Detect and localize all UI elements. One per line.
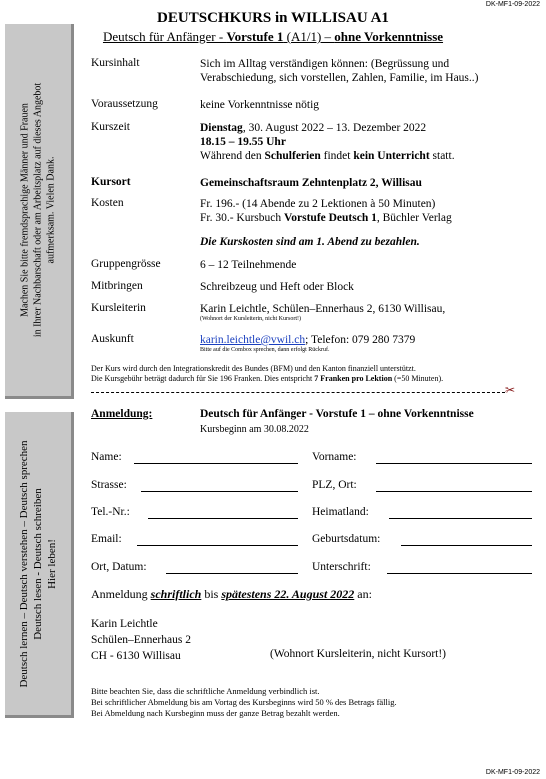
scissors-icon: ✂	[505, 383, 516, 397]
return-address: Karin Leichtle Schülen–Ennerhaus 2 CH - 6130 Willisau	[91, 618, 191, 662]
page-title: DEUTSCHKURS in WILLISAU A1	[157, 10, 389, 26]
value-kursleiterin: Karin Leichtle, Schülen–Ennerhaus 2, 6130 Willisau, (Wohnort der Kursleiterin, nicht Kursort!)	[200, 303, 446, 322]
heimatland-field[interactable]	[389, 518, 532, 519]
doc-code-top: DK-MF1-09-2022	[485, 1, 540, 8]
value-kurszeit: Dienstag, 30. August 2022 – 13. Dezember 2022 18.15 – 19.55 Uhr Während den Schulferien findet kein Unterricht statt.	[200, 122, 455, 162]
label-email: Email:	[91, 533, 122, 545]
tel-field[interactable]	[148, 518, 298, 519]
value-gruppengroesse: 6 – 12 Teilnehmende	[200, 259, 297, 271]
label-strasse: Strasse:	[91, 479, 127, 491]
page-subtitle: Deutsch für Anfänger - Vorstufe 1 (A1/1) – ohne Vorkenntnisse	[102, 29, 444, 44]
label-gruppengroesse: Gruppengrösse	[91, 258, 161, 270]
value-voraussetzung: keine Vorkenntnisse nötig	[200, 99, 320, 111]
label-name: Name:	[91, 451, 122, 463]
value-kursort: Gemeinschaftsraum Zehntenplatz 2, Willisau	[200, 177, 422, 189]
label-plz-ort: PLZ, Ort:	[312, 479, 357, 491]
label-auskunft: Auskunft	[91, 333, 134, 345]
sidebar-box-top	[5, 24, 74, 399]
address-note: (Wohnort Kursleiterin, nicht Kursort!)	[270, 648, 447, 660]
value-kursinhalt: Sich im Alltag verständigen können: (Begrüssung und Verabschiedung, sich vorstellen, Zahlen, Familie, im Haus..)	[200, 58, 479, 84]
label-vorname: Vorname:	[312, 451, 357, 463]
plz-ort-field[interactable]	[376, 491, 532, 492]
vorname-field[interactable]	[376, 463, 532, 464]
ort-datum-field[interactable]	[166, 573, 298, 574]
strasse-field[interactable]	[141, 491, 298, 492]
label-kurszeit: Kurszeit	[91, 121, 130, 133]
kosten-note: Die Kurskosten sind am 1. Abend zu bezahlen.	[200, 236, 420, 248]
unterschrift-field[interactable]	[387, 573, 532, 574]
sidebar-box-bottom	[5, 412, 74, 718]
form-course-start: Kursbeginn am 30.08.2022	[200, 424, 309, 435]
sidebar-top-text: Machen Sie bitte fremdsprachige Männer und Frauen in Ihrer Nachbarschaft oder am Arbeitsplatz auf dieses Angebot aufmerksam. Vielen Dank.	[19, 82, 57, 338]
name-field[interactable]	[134, 463, 298, 464]
label-unterschrift: Unterschrift:	[312, 561, 371, 573]
value-kosten: Fr. 196.- (14 Abende zu 2 Lektionen à 50 Minuten) Fr. 30.- Kursbuch Vorstufe Deutsch 1, Büchler Verlag	[200, 198, 452, 224]
email-field[interactable]	[137, 545, 298, 546]
email-link[interactable]: karin.leichtle@vwil.ch	[200, 334, 306, 346]
doc-code-bottom: DK-MF1-09-2022	[485, 769, 540, 776]
label-heimatland: Heimatland:	[312, 506, 369, 518]
label-voraussetzung: Voraussetzung	[91, 98, 158, 110]
label-tel: Tel.-Nr.:	[91, 506, 130, 518]
value-auskunft: karin.leichtle@vwil.ch; Telefon: 079 280 7379 Bitte auf die Combox sprechen, dann erfolgt Rückruf.	[200, 334, 416, 353]
form-instruction: Anmeldung schriftlich bis spätestens 22. August 2022 an:	[91, 587, 372, 601]
value-mitbringen: Schreibzeug und Heft oder Block	[200, 281, 354, 293]
funding-note: Der Kurs wird durch den Integrationskredit des Bundes (BFM) und den Kanton finanziell unterstützt. Die Kursgebühr beträgt dadurch für Sie 196 Franken. Dies entspricht 7 Franken pro Lektion (=50 Minuten).	[91, 364, 444, 383]
label-kursort: Kursort	[91, 176, 131, 188]
form-course-title: Deutsch für Anfänger - Vorstufe 1 – ohne Vorkenntnisse	[200, 408, 474, 420]
label-kosten: Kosten	[91, 197, 124, 209]
sidebar-bottom-text: Deutsch lernen – Deutsch verstehen – Deutsch sprechen Deutsch lesen - Deutsch schreiben Hier leben!	[18, 439, 58, 688]
cut-line	[91, 392, 505, 393]
final-notes: Bitte beachten Sie, dass die schriftliche Anmeldung verbindlich ist. Bei schriftlicher Abmeldung bis am Vortag des Kursbeginns wird 50 % des Betrags fällig. Bei Abmeldung nach Kursbeginn muss der ganze Betrag bezahlt werden.	[91, 686, 397, 718]
label-ort-datum: Ort, Datum:	[91, 561, 147, 573]
anmeldung-label: Anmeldung:	[91, 408, 153, 420]
label-kursinhalt: Kursinhalt	[91, 57, 140, 69]
label-kursleiterin: Kursleiterin	[91, 302, 146, 314]
geburtsdatum-field[interactable]	[401, 545, 532, 546]
label-mitbringen: Mitbringen	[91, 280, 143, 292]
label-geburtsdatum: Geburtsdatum:	[312, 533, 381, 545]
